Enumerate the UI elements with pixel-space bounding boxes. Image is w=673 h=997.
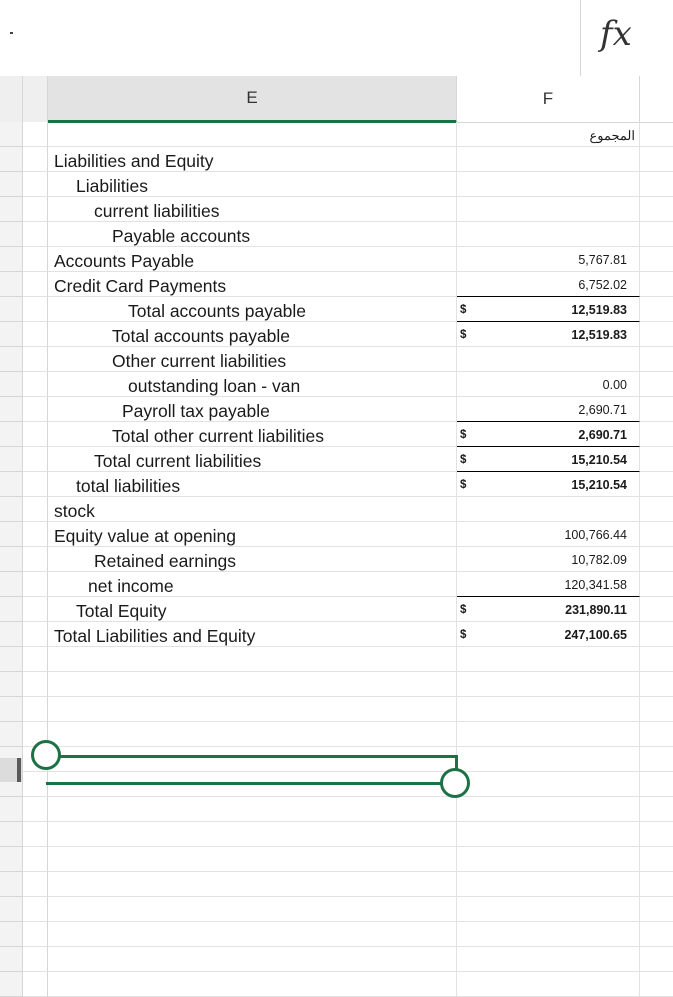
cell-e-text: Other current liabilities	[112, 351, 287, 371]
cell-f[interactable]	[457, 947, 640, 972]
row-selection-indicator	[17, 758, 21, 782]
cell-f[interactable]	[457, 922, 640, 947]
row-header[interactable]	[0, 222, 23, 247]
cell-e[interactable]	[48, 897, 457, 922]
cell-f[interactable]	[457, 897, 640, 922]
cell-d[interactable]	[23, 122, 48, 147]
cell-f[interactable]	[457, 497, 640, 522]
cell-f-amount: 5,767.81	[578, 253, 627, 267]
cell-f-amount: 6,752.02	[578, 278, 627, 292]
cell-g[interactable]	[640, 322, 673, 347]
table-row	[0, 322, 673, 347]
cell-f[interactable]	[457, 372, 640, 397]
cell-f[interactable]	[457, 397, 640, 422]
cell-e[interactable]	[48, 922, 457, 947]
row-header[interactable]	[0, 622, 23, 647]
cell-d[interactable]	[23, 547, 48, 572]
cell-e[interactable]	[48, 672, 457, 697]
row-header[interactable]	[0, 347, 23, 372]
cell-g[interactable]	[640, 247, 673, 272]
cell-f[interactable]	[457, 222, 640, 247]
row-header[interactable]	[0, 672, 23, 697]
row-header[interactable]	[0, 722, 23, 747]
cell-f[interactable]	[457, 847, 640, 872]
row-header[interactable]	[0, 122, 23, 147]
cell-d[interactable]	[23, 847, 48, 872]
table-row	[0, 897, 673, 922]
cell-e[interactable]	[48, 347, 457, 372]
cell-e[interactable]	[48, 572, 457, 597]
row-header[interactable]	[0, 372, 23, 397]
cell-g[interactable]	[640, 297, 673, 322]
row-header[interactable]	[0, 697, 23, 722]
cell-g[interactable]	[640, 447, 673, 472]
currency-symbol: $	[460, 479, 467, 491]
cell-d[interactable]	[23, 772, 48, 797]
cell-f[interactable]	[457, 422, 640, 447]
table-row	[0, 797, 673, 822]
cell-d[interactable]	[23, 372, 48, 397]
cell-g[interactable]	[640, 547, 673, 572]
cell-d[interactable]	[23, 172, 48, 197]
table-row	[0, 697, 673, 722]
cell-g[interactable]	[640, 972, 673, 997]
cell-g[interactable]	[640, 897, 673, 922]
cell-d[interactable]	[23, 247, 48, 272]
row-header[interactable]	[0, 897, 23, 922]
cell-f[interactable]	[457, 447, 640, 472]
column-f-header[interactable]: F	[457, 76, 640, 122]
cell-g[interactable]	[640, 947, 673, 972]
row-header[interactable]	[0, 872, 23, 897]
cell-f[interactable]	[457, 347, 640, 372]
cell-e-text: Credit Card Payments	[54, 276, 227, 296]
cell-e-text: Liabilities	[76, 176, 148, 196]
cell-f-amount: 10,782.09	[571, 553, 627, 567]
cell-d[interactable]	[23, 672, 48, 697]
cell-f-amount: 15,210.54	[571, 478, 627, 492]
row-header[interactable]	[0, 447, 23, 472]
row-header[interactable]	[0, 597, 23, 622]
cell-f[interactable]	[457, 747, 640, 772]
table-row	[0, 122, 673, 147]
cell-f[interactable]	[457, 572, 640, 597]
cell-d[interactable]	[23, 422, 48, 447]
cell-e[interactable]	[48, 122, 457, 147]
cell-f[interactable]	[457, 297, 640, 322]
table-row	[0, 547, 673, 572]
cell-f[interactable]	[457, 672, 640, 697]
table-row	[0, 847, 673, 872]
cell-d[interactable]	[23, 972, 48, 997]
table-row	[0, 872, 673, 897]
cell-f-amount: 15,210.54	[571, 453, 627, 467]
row-header[interactable]	[0, 922, 23, 947]
cell-e-text: Total other current liabilities	[112, 426, 325, 446]
cell-d[interactable]	[23, 747, 48, 772]
cell-d[interactable]	[23, 322, 48, 347]
row-header[interactable]	[0, 947, 23, 972]
cell-e-text: Total Equity	[76, 601, 167, 621]
table-row	[0, 772, 673, 797]
currency-symbol: $	[460, 304, 467, 316]
cell-f[interactable]	[457, 772, 640, 797]
table-row	[0, 747, 673, 772]
cell-g[interactable]	[640, 172, 673, 197]
cell-e[interactable]	[48, 972, 457, 997]
cell-e[interactable]	[48, 697, 457, 722]
cell-f-amount: 0.00	[602, 378, 627, 392]
table-row	[0, 472, 673, 497]
cell-e-text: Retained earnings	[94, 551, 237, 571]
cell-e[interactable]	[48, 522, 457, 547]
table-row	[0, 672, 673, 697]
cell-f-amount: 2,690.71	[578, 403, 627, 417]
table-row	[0, 347, 673, 372]
cell-e-text: Accounts Payable	[54, 251, 195, 271]
cell-e[interactable]	[48, 472, 457, 497]
cell-g[interactable]	[640, 922, 673, 947]
column-d-header[interactable]	[23, 76, 48, 122]
cell-d[interactable]	[23, 572, 48, 597]
cell-f[interactable]	[457, 147, 640, 172]
cell-d[interactable]	[23, 197, 48, 222]
table-row	[0, 572, 673, 597]
row-header[interactable]	[0, 847, 23, 872]
cell-e[interactable]	[48, 497, 457, 522]
row-header[interactable]	[0, 247, 23, 272]
cell-e[interactable]	[48, 647, 457, 672]
cell-e[interactable]	[48, 797, 457, 822]
cell-e[interactable]	[48, 822, 457, 847]
cell-e-text: Total current liabilities	[94, 451, 262, 471]
row-header[interactable]	[0, 297, 23, 322]
cell-d[interactable]	[23, 297, 48, 322]
table-row	[0, 597, 673, 622]
cell-e[interactable]	[48, 222, 457, 247]
cell-e[interactable]	[48, 772, 457, 797]
row-header[interactable]	[0, 397, 23, 422]
cell-f-amount: 12,519.83	[571, 303, 627, 317]
table-row	[0, 197, 673, 222]
cell-f[interactable]	[457, 722, 640, 747]
cell-f[interactable]	[457, 547, 640, 572]
cell-e[interactable]	[48, 547, 457, 572]
currency-symbol: $	[460, 454, 467, 466]
table-row	[0, 922, 673, 947]
table-row	[0, 972, 673, 997]
cell-f[interactable]	[457, 472, 640, 497]
sheet-grid[interactable]	[0, 122, 673, 979]
cell-d[interactable]	[23, 597, 48, 622]
table-row	[0, 172, 673, 197]
row-header[interactable]	[0, 797, 23, 822]
table-row	[0, 422, 673, 447]
cell-g[interactable]	[640, 497, 673, 522]
row-header[interactable]	[0, 422, 23, 447]
cell-e[interactable]	[48, 722, 457, 747]
cell-f[interactable]	[457, 522, 640, 547]
cell-e-text: Liabilities and Equity	[54, 151, 214, 171]
cell-f[interactable]	[457, 172, 640, 197]
cell-g[interactable]	[640, 197, 673, 222]
cell-f[interactable]	[457, 872, 640, 897]
currency-symbol: $	[460, 604, 467, 616]
table-row	[0, 497, 673, 522]
cell-g[interactable]	[640, 272, 673, 297]
cell-d[interactable]	[23, 797, 48, 822]
cell-f[interactable]	[457, 822, 640, 847]
cell-e-text: current liabilities	[94, 201, 220, 221]
cell-d[interactable]	[23, 522, 48, 547]
row-header[interactable]	[0, 822, 23, 847]
row-header[interactable]	[0, 472, 23, 497]
cell-d[interactable]	[23, 147, 48, 172]
cell-g[interactable]	[640, 522, 673, 547]
cell-e-text: Total Liabilities and Equity	[54, 626, 256, 646]
cell-e-text: Payable accounts	[112, 226, 251, 246]
cell-e[interactable]	[48, 372, 457, 397]
cell-f-amount: 120,341.58	[564, 578, 627, 592]
currency-symbol: $	[460, 629, 467, 641]
cell-f[interactable]	[457, 272, 640, 297]
cell-d[interactable]	[23, 447, 48, 472]
currency-symbol: $	[460, 329, 467, 341]
table-row	[0, 247, 673, 272]
cell-f[interactable]	[457, 697, 640, 722]
cell-e[interactable]	[48, 597, 457, 622]
cell-e-text: Equity value at opening	[54, 526, 236, 546]
table-row	[0, 447, 673, 472]
cell-d[interactable]	[23, 897, 48, 922]
formula-bar-cursor	[10, 32, 13, 34]
cell-e[interactable]	[48, 447, 457, 472]
cell-e[interactable]	[48, 872, 457, 897]
cell-g[interactable]	[640, 422, 673, 447]
cell-g[interactable]	[640, 772, 673, 797]
table-row	[0, 622, 673, 647]
cell-g[interactable]	[640, 747, 673, 772]
cell-d[interactable]	[23, 397, 48, 422]
formula-bar[interactable]	[0, 0, 673, 77]
cell-g[interactable]	[640, 722, 673, 747]
cell-e-text: total liabilities	[76, 476, 181, 496]
table-row	[0, 147, 673, 172]
cell-e[interactable]	[48, 272, 457, 297]
table-row	[0, 722, 673, 747]
column-header-row	[0, 76, 673, 123]
row-header[interactable]	[0, 547, 23, 572]
table-row	[0, 822, 673, 847]
cell-d[interactable]	[23, 472, 48, 497]
table-row	[0, 297, 673, 322]
cell-d[interactable]	[23, 947, 48, 972]
cell-e[interactable]	[48, 747, 457, 772]
cell-f-amount: 12,519.83	[571, 328, 627, 342]
row-header[interactable]	[0, 522, 23, 547]
cell-g[interactable]	[640, 847, 673, 872]
row-header[interactable]	[0, 322, 23, 347]
cell-d[interactable]	[23, 922, 48, 947]
cell-f-amount: 231,890.11	[565, 603, 627, 617]
row-header[interactable]	[0, 497, 23, 522]
cell-e[interactable]	[48, 172, 457, 197]
cell-d[interactable]	[23, 622, 48, 647]
cell-f-amount: 2,690.71	[578, 428, 627, 442]
cell-f[interactable]	[457, 247, 640, 272]
table-row	[0, 272, 673, 297]
cell-e-text: net income	[88, 576, 174, 596]
cell-e-text: Total accounts payable	[128, 301, 307, 321]
cell-d[interactable]	[23, 497, 48, 522]
cell-e[interactable]	[48, 147, 457, 172]
cell-f[interactable]	[457, 972, 640, 997]
row-header[interactable]	[0, 147, 23, 172]
cell-d[interactable]	[23, 647, 48, 672]
cell-e[interactable]	[48, 197, 457, 222]
cell-f[interactable]	[457, 122, 640, 147]
cell-e[interactable]	[48, 397, 457, 422]
cell-g[interactable]	[640, 372, 673, 397]
row-header[interactable]	[0, 647, 23, 672]
cell-f-amount: 100,766.44	[564, 528, 627, 542]
cell-g[interactable]	[640, 572, 673, 597]
cell-e[interactable]	[48, 247, 457, 272]
row-header[interactable]	[0, 972, 23, 997]
cell-e[interactable]	[48, 622, 457, 647]
cell-g[interactable]	[640, 472, 673, 497]
cell-e[interactable]	[48, 297, 457, 322]
cell-f-header-text: المجموع	[589, 128, 635, 143]
table-row	[0, 647, 673, 672]
formula-bar-divider	[580, 0, 581, 76]
cell-f-amount: 247,100.65	[564, 628, 627, 642]
currency-symbol: $	[460, 429, 467, 441]
cell-g[interactable]	[640, 147, 673, 172]
cell-f[interactable]	[457, 647, 640, 672]
cell-d[interactable]	[23, 722, 48, 747]
cell-e-text: outstanding loan - van	[128, 376, 301, 396]
cell-e-text: stock	[54, 501, 95, 521]
table-row	[0, 947, 673, 972]
cell-e[interactable]	[48, 322, 457, 347]
cell-d[interactable]	[23, 272, 48, 297]
table-row	[0, 397, 673, 422]
cell-g[interactable]	[640, 622, 673, 647]
cell-e[interactable]	[48, 947, 457, 972]
table-row	[0, 522, 673, 547]
row-header[interactable]	[0, 197, 23, 222]
cell-g[interactable]	[640, 597, 673, 622]
cell-d[interactable]	[23, 697, 48, 722]
cell-d[interactable]	[23, 872, 48, 897]
cell-g[interactable]	[640, 822, 673, 847]
table-row	[0, 222, 673, 247]
column-e-header[interactable]: E	[48, 76, 457, 123]
cell-f[interactable]	[457, 197, 640, 222]
cell-d[interactable]	[23, 222, 48, 247]
cell-g[interactable]	[640, 122, 673, 147]
cell-g[interactable]	[640, 797, 673, 822]
cell-f[interactable]	[457, 322, 640, 347]
cell-g[interactable]	[640, 222, 673, 247]
table-row	[0, 372, 673, 397]
row-header[interactable]	[0, 172, 23, 197]
cell-d[interactable]	[23, 347, 48, 372]
cell-g[interactable]	[640, 397, 673, 422]
cell-e[interactable]	[48, 847, 457, 872]
cell-g[interactable]	[640, 872, 673, 897]
cell-e[interactable]	[48, 422, 457, 447]
cell-g[interactable]	[640, 697, 673, 722]
cell-d[interactable]	[23, 822, 48, 847]
row-header[interactable]	[0, 272, 23, 297]
cell-g[interactable]	[640, 672, 673, 697]
fx-icon[interactable]: fx	[600, 14, 632, 54]
cell-g[interactable]	[640, 647, 673, 672]
cell-e-text: Payroll tax payable	[122, 401, 270, 421]
cell-f[interactable]	[457, 622, 640, 647]
cell-f[interactable]	[457, 797, 640, 822]
cell-f[interactable]	[457, 597, 640, 622]
cell-e-text: Total accounts payable	[112, 326, 291, 346]
column-g-header[interactable]	[640, 76, 673, 122]
cell-g[interactable]	[640, 347, 673, 372]
row-header-corner[interactable]	[0, 76, 23, 122]
row-header[interactable]	[0, 572, 23, 597]
